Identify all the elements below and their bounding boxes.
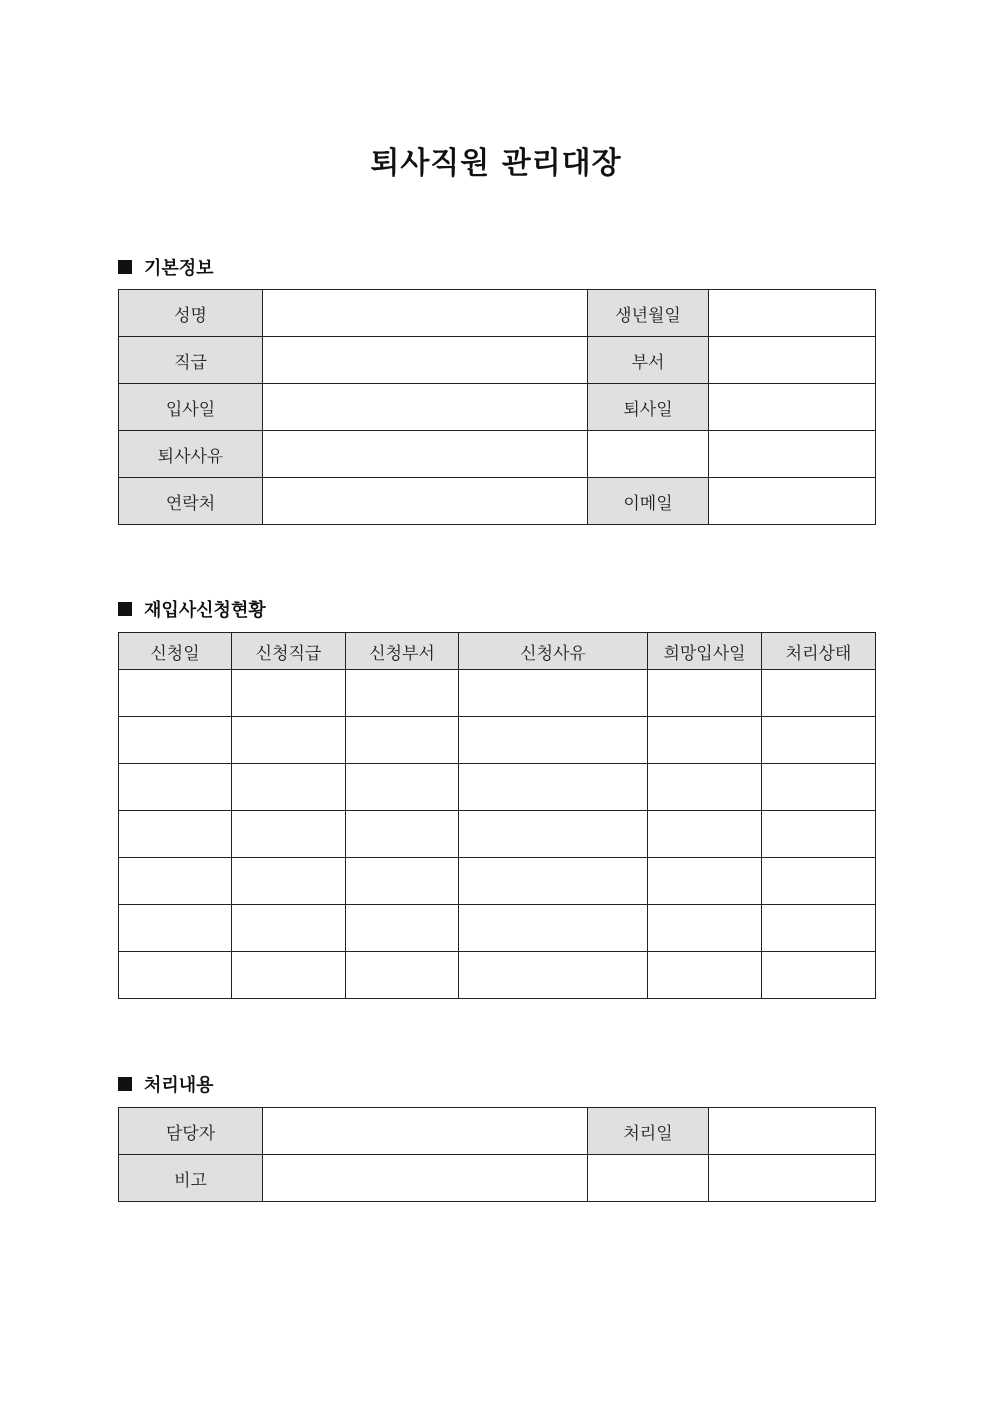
col-apply-date: 신청일 bbox=[119, 633, 232, 670]
rehire-cell[interactable] bbox=[762, 858, 876, 905]
process-table bbox=[118, 1107, 876, 1202]
section-rehire-heading bbox=[118, 596, 266, 622]
rehire-cell[interactable] bbox=[648, 952, 762, 999]
department-field[interactable] bbox=[709, 337, 876, 384]
table-row bbox=[119, 811, 876, 858]
table-row bbox=[119, 431, 876, 478]
table-row bbox=[119, 478, 876, 525]
rehire-cell[interactable] bbox=[648, 764, 762, 811]
position-field[interactable] bbox=[263, 337, 588, 384]
leave-reason-field[interactable] bbox=[263, 431, 588, 478]
table-header-row bbox=[119, 633, 876, 670]
rehire-cell[interactable] bbox=[346, 952, 459, 999]
blank-cell[interactable] bbox=[588, 1155, 709, 1202]
rehire-cell[interactable] bbox=[346, 670, 459, 717]
table-row bbox=[119, 670, 876, 717]
label-hire-date: 입사일 bbox=[119, 384, 263, 431]
rehire-cell[interactable] bbox=[232, 905, 346, 952]
rehire-cell[interactable] bbox=[648, 858, 762, 905]
rehire-cell[interactable] bbox=[346, 905, 459, 952]
rehire-cell[interactable] bbox=[232, 764, 346, 811]
rehire-cell[interactable] bbox=[459, 952, 648, 999]
rehire-cell[interactable] bbox=[459, 764, 648, 811]
manager-field[interactable] bbox=[263, 1108, 588, 1155]
label-manager: 담당자 bbox=[119, 1108, 263, 1155]
rehire-cell[interactable] bbox=[232, 811, 346, 858]
blank-cell[interactable] bbox=[709, 1155, 876, 1202]
rehire-cell[interactable] bbox=[119, 858, 232, 905]
table-row bbox=[119, 858, 876, 905]
blank-cell[interactable] bbox=[588, 431, 709, 478]
rehire-cell[interactable] bbox=[459, 670, 648, 717]
rehire-cell[interactable] bbox=[232, 670, 346, 717]
section-basic-title: 기본정보 bbox=[144, 258, 214, 279]
col-status: 처리상태 bbox=[762, 633, 876, 670]
hire-date-field[interactable] bbox=[263, 384, 588, 431]
label-contact: 연락처 bbox=[119, 478, 263, 525]
rehire-cell[interactable] bbox=[459, 905, 648, 952]
rehire-cell[interactable] bbox=[232, 717, 346, 764]
rehire-cell[interactable] bbox=[346, 764, 459, 811]
square-bullet-icon bbox=[118, 602, 132, 616]
rehire-cell[interactable] bbox=[762, 905, 876, 952]
label-remarks: 비고 bbox=[119, 1155, 263, 1202]
rehire-cell[interactable] bbox=[648, 811, 762, 858]
rehire-cell[interactable] bbox=[762, 717, 876, 764]
table-row bbox=[119, 337, 876, 384]
table-row bbox=[119, 764, 876, 811]
rehire-cell[interactable] bbox=[459, 858, 648, 905]
col-apply-reason: 신청사유 bbox=[459, 633, 648, 670]
email-field[interactable] bbox=[709, 478, 876, 525]
rehire-cell[interactable] bbox=[119, 952, 232, 999]
rehire-cell[interactable] bbox=[232, 952, 346, 999]
rehire-cell[interactable] bbox=[119, 764, 232, 811]
col-desired-start-date: 희망입사일 bbox=[648, 633, 762, 670]
rehire-cell[interactable] bbox=[762, 811, 876, 858]
rehire-cell[interactable] bbox=[119, 717, 232, 764]
rehire-cell[interactable] bbox=[648, 905, 762, 952]
basic-info-table bbox=[118, 289, 876, 525]
col-apply-department: 신청부서 bbox=[346, 633, 459, 670]
rehire-cell[interactable] bbox=[648, 670, 762, 717]
section-basic-heading bbox=[118, 254, 214, 280]
label-position: 직급 bbox=[119, 337, 263, 384]
rehire-cell[interactable] bbox=[346, 811, 459, 858]
section-process-title: 처리내용 bbox=[144, 1075, 214, 1096]
name-field[interactable] bbox=[263, 290, 588, 337]
rehire-cell[interactable] bbox=[648, 717, 762, 764]
table-row bbox=[119, 384, 876, 431]
label-department: 부서 bbox=[588, 337, 709, 384]
blank-cell[interactable] bbox=[709, 431, 876, 478]
label-leave-date: 퇴사일 bbox=[588, 384, 709, 431]
rehire-cell[interactable] bbox=[119, 811, 232, 858]
label-name: 성명 bbox=[119, 290, 263, 337]
rehire-cell[interactable] bbox=[346, 717, 459, 764]
square-bullet-icon bbox=[118, 1077, 132, 1091]
rehire-cell[interactable] bbox=[459, 811, 648, 858]
section-rehire-title: 재입사신청현황 bbox=[144, 600, 266, 621]
rehire-cell[interactable] bbox=[762, 764, 876, 811]
label-email: 이메일 bbox=[588, 478, 709, 525]
table-row bbox=[119, 717, 876, 764]
contact-field[interactable] bbox=[263, 478, 588, 525]
table-row bbox=[119, 952, 876, 999]
table-row bbox=[119, 905, 876, 952]
remarks-field[interactable] bbox=[263, 1155, 588, 1202]
square-bullet-icon bbox=[118, 260, 132, 274]
rehire-cell[interactable] bbox=[232, 858, 346, 905]
rehire-cell[interactable] bbox=[459, 717, 648, 764]
rehire-table bbox=[118, 632, 876, 999]
process-date-field[interactable] bbox=[709, 1108, 876, 1155]
page-title: 퇴사직원 관리대장 bbox=[370, 146, 622, 181]
table-row bbox=[119, 1155, 876, 1202]
leave-date-field[interactable] bbox=[709, 384, 876, 431]
table-row bbox=[119, 1108, 876, 1155]
section-process-heading bbox=[118, 1071, 214, 1097]
label-birthdate: 생년월일 bbox=[588, 290, 709, 337]
label-leave-reason: 퇴사사유 bbox=[119, 431, 263, 478]
label-process-date: 처리일 bbox=[588, 1108, 709, 1155]
table-row bbox=[119, 290, 876, 337]
rehire-cell[interactable] bbox=[119, 905, 232, 952]
birthdate-field[interactable] bbox=[709, 290, 876, 337]
col-apply-position: 신청직급 bbox=[232, 633, 346, 670]
rehire-cell[interactable] bbox=[346, 858, 459, 905]
rehire-cell[interactable] bbox=[119, 670, 232, 717]
rehire-cell[interactable] bbox=[762, 952, 876, 999]
rehire-cell[interactable] bbox=[762, 670, 876, 717]
